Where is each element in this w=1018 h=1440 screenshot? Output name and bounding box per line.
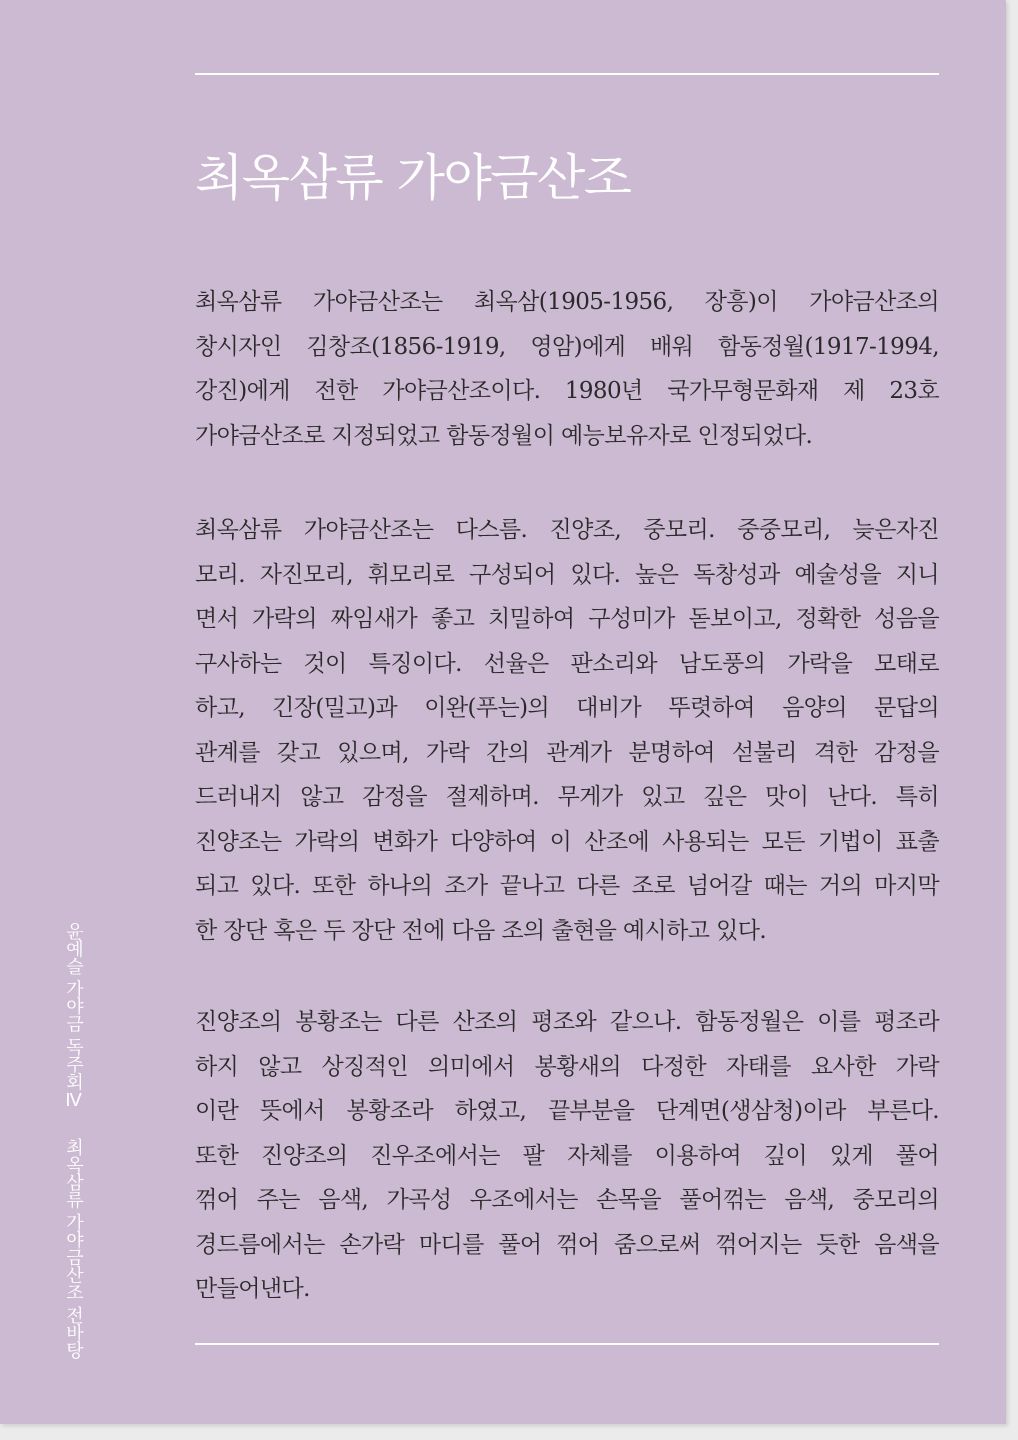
paragraph-line: 되고 있다. 또한 하나의 조가 끝나고 다른 조로 넘어갈 때는 거의 마지막 [195,873,939,899]
side-caption-program: 최옥삼류 가야금산조 전바탕 [63,1137,84,1359]
side-caption-concert: 윤예슬 가야금 독주회Ⅳ [63,922,84,1111]
paragraph-line: 이란 뜻에서 봉황조라 하였고, 끝부분을 단계면(생삼청)이라 부른다. [195,1098,939,1124]
paragraph-line: 관계를 갖고 있으며, 가락 간의 관계가 분명하여 섣불리 격한 감정을 [195,739,939,766]
paragraph-line: 가야금산조로 지정되었고 함동정월이 예능보유자로 인정되었다. [195,422,813,449]
paragraph-line: 진양조의 봉황조는 다른 산조의 평조와 같으나. 함동정월은 이를 평조라 [195,1009,939,1035]
bottom-divider [195,1343,939,1345]
paragraph-line: 한 장단 혹은 두 장단 전에 다음 조의 출현을 예시하고 있다. [195,917,767,944]
paragraph-line: 최옥삼류 가야금산조는 최옥삼(1905-1956, 장흥)이 가야금산조의 [195,289,939,315]
top-divider [195,73,939,75]
paragraph-line: 구사하는 것이 특징이다. 선율은 판소리와 남도풍의 가락을 모태로 [195,650,939,677]
paragraph-line: 면서 가락의 짜임새가 좋고 치밀하여 구성미가 돋보이고, 정확한 성음을 [195,606,939,632]
paragraph-bonghwangjo [195,1000,939,1312]
paragraph-line: 모리. 자진모리, 휘모리로 구성되어 있다. 높은 독창성과 예술성을 지니 [195,561,939,588]
paragraph-intro [195,280,939,458]
paragraph-line: 창시자인 김창조(1856-1919, 영암)에게 배워 함동정월(1917-1994, [195,333,939,360]
paragraph-line: 경드름에서는 손가락 마디를 풀어 꺾어 줌으로써 꺾어지는 듯한 음색을 [195,1231,939,1258]
paragraph-line: 진양조는 가락의 변화가 다양하여 이 산조에 사용되는 모든 기법이 표출 [195,828,939,855]
paragraph-line: 만들어낸다. [195,1276,310,1302]
paragraph-line: 또한 진양조의 진우조에서는 팔 자체를 이용하여 깊이 있게 풀어 [195,1142,939,1169]
paragraph-line: 하지 않고 상징적인 의미에서 봉황새의 다정한 자태를 요사한 가락 [195,1053,939,1080]
paragraph-structure [195,508,939,953]
paragraph-line: 꺾어 주는 음색, 가곡성 우조에서는 손목을 풀어꺾는 음색, 중모리의 [195,1187,939,1213]
side-caption [60,922,86,1358]
page-title: 최옥삼류 가야금산조 [195,149,631,207]
paragraph-line: 하고, 긴장(밀고)과 이완(푸는)의 대비가 뚜렷하여 음양의 문답의 [195,695,939,721]
paragraph-line: 강진)에게 전한 가야금산조이다. 1980년 국가무형문화재 제 23호 [195,378,939,404]
paragraph-line: 드러내지 않고 감정을 절제하며. 무게가 있고 깊은 맛이 난다. 특히 [195,784,939,810]
paragraph-line: 최옥삼류 가야금산조는 다스름. 진양조, 중모리. 중중모리, 늦은자진 [195,517,939,543]
